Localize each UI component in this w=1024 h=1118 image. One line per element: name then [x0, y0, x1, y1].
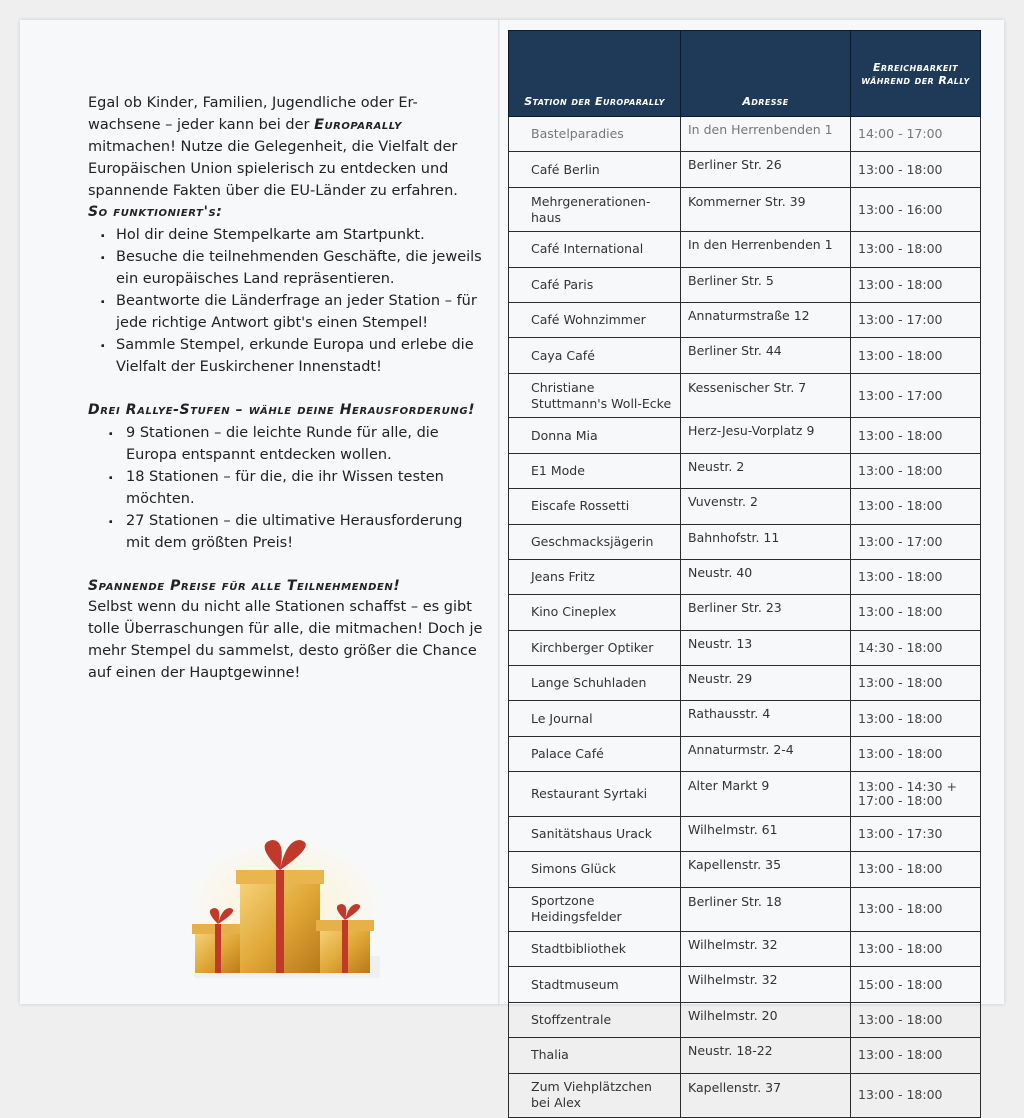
table-row: [509, 852, 981, 887]
levels-list: [88, 422, 488, 554]
cell-station: Sanitätshaus Urack: [509, 816, 681, 851]
cell-address: Berliner Str. 5: [681, 267, 851, 302]
table-row: [509, 303, 981, 338]
table-row: [509, 1002, 981, 1037]
table-row: [509, 630, 981, 665]
cell-hours: 13:00 - 18:00: [851, 1002, 981, 1037]
cell-hours: 13:00 - 18:00: [851, 666, 981, 701]
cell-station: Caya Café: [509, 338, 681, 373]
cell-station: Eiscafe Rossetti: [509, 489, 681, 524]
cell-address: Wilhelmstr. 32: [681, 967, 851, 1002]
cell-address: Wilhelmstr. 32: [681, 932, 851, 967]
cell-station: Palace Café: [509, 736, 681, 771]
table-row: [509, 932, 981, 967]
list-item: . Hol dir deine Stempelkarte am Startpunkt.: [88, 224, 488, 246]
cell-station: Kirchberger Optiker: [509, 630, 681, 665]
gift-boxes-image: [180, 836, 390, 986]
table-row: [509, 373, 981, 418]
table-row: [509, 816, 981, 851]
table-row: [509, 967, 981, 1002]
table-row: [509, 736, 981, 771]
cell-hours: 13:00 - 18:00: [851, 595, 981, 630]
table-row: [509, 152, 981, 187]
cell-hours: 14:30 - 18:00: [851, 630, 981, 665]
cell-address: Herz-Jesu-Vorplatz 9: [681, 418, 851, 453]
stations-table-body: [509, 117, 981, 1118]
cell-hours: 13:00 - 17:00: [851, 373, 981, 418]
intro-paragraph: [88, 92, 488, 202]
cell-station: Donna Mia: [509, 418, 681, 453]
cell-address: Berliner Str. 44: [681, 338, 851, 373]
cell-station: Kino Cineplex: [509, 595, 681, 630]
cell-address: Kapellenstr. 35: [681, 852, 851, 887]
cell-hours: 13:00 - 17:30: [851, 816, 981, 851]
table-row: [509, 887, 981, 932]
table-row: [509, 524, 981, 559]
cell-address: Neustr. 40: [681, 559, 851, 594]
cell-hours: 13:00 - 18:00: [851, 932, 981, 967]
table-row: [509, 1038, 981, 1073]
table-row: [509, 338, 981, 373]
cell-address: Kapellenstr. 37: [681, 1073, 851, 1118]
table-row: [509, 418, 981, 453]
cell-hours: 13:00 - 18:00: [851, 1073, 981, 1118]
cell-address: Kommerner Str. 39: [681, 187, 851, 232]
cell-address: Berliner Str. 18: [681, 887, 851, 932]
table-header-row: [509, 31, 981, 117]
table-row: [509, 701, 981, 736]
cell-address: Wilhelmstr. 61: [681, 816, 851, 851]
how-it-works-section: [88, 202, 488, 378]
table-row: [509, 559, 981, 594]
list-item: . Besuche die teilnehmenden Geschäfte, die jeweils ein europäisches Land repräsentieren.: [88, 246, 488, 290]
cell-hours: 13:00 - 18:00: [851, 701, 981, 736]
cell-station: Café Paris: [509, 267, 681, 302]
cell-address: Berliner Str. 26: [681, 152, 851, 187]
cell-station: Geschmacksjägerin: [509, 524, 681, 559]
intro-text: Egal ob Kinder, Familien, Jugendliche oder Er-wachsene – jeder kann bei der: [88, 95, 418, 133]
cell-address: Wilhelmstr. 20: [681, 1002, 851, 1037]
header-hours: Erreichbarkeit während der Rally: [851, 31, 981, 117]
cell-hours: 15:00 - 18:00: [851, 967, 981, 1002]
cell-hours: 13:00 - 18:00: [851, 232, 981, 267]
cell-station: Stadtbibliothek: [509, 932, 681, 967]
table-row: [509, 187, 981, 232]
table-row: [509, 232, 981, 267]
cell-hours: 13:00 - 17:00: [851, 303, 981, 338]
cell-hours: 13:00 - 18:00: [851, 887, 981, 932]
cell-address: Neustr. 2: [681, 453, 851, 488]
cell-address: Neustr. 18-22: [681, 1038, 851, 1073]
cell-station: Jeans Fritz: [509, 559, 681, 594]
cell-station: Zum Viehplätzchen bei Alex: [509, 1073, 681, 1118]
cell-hours: 13:00 - 18:00: [851, 559, 981, 594]
cell-hours: 13:00 - 17:00: [851, 524, 981, 559]
levels-section: [88, 400, 488, 554]
cell-hours: 13:00 - 18:00: [851, 1038, 981, 1073]
cell-address: Alter Markt 9: [681, 772, 851, 817]
stations-table: [508, 30, 981, 1118]
cell-address: Neustr. 13: [681, 630, 851, 665]
cell-address: Rathausstr. 4: [681, 701, 851, 736]
how-it-works-heading: So funktioniert's:: [88, 204, 223, 220]
cell-hours: 13:00 - 18:00: [851, 852, 981, 887]
cell-hours: 13:00 - 16:00: [851, 187, 981, 232]
list-item: . 27 Stationen – die ultimative Herausforderung mit dem größten Preis!: [88, 510, 488, 554]
cell-station: Thalia: [509, 1038, 681, 1073]
cell-station: Café Berlin: [509, 152, 681, 187]
cell-station: Bastelparadies: [509, 117, 681, 152]
table-row: [509, 267, 981, 302]
cell-station: Café International: [509, 232, 681, 267]
cell-hours: 14:00 - 17:00: [851, 117, 981, 152]
cell-hours: 13:00 - 18:00: [851, 489, 981, 524]
table-row: [509, 595, 981, 630]
table-row: [509, 117, 981, 152]
cell-hours: 13:00 - 18:00: [851, 152, 981, 187]
cell-station: Christiane Stuttmann's Woll-Ecke: [509, 373, 681, 418]
cell-hours: 13:00 - 18:00: [851, 267, 981, 302]
cell-address: Annaturmstr. 2-4: [681, 736, 851, 771]
cell-address: Neustr. 29: [681, 666, 851, 701]
brand-name: Europarally: [314, 117, 402, 133]
cell-station: Stadtmuseum: [509, 967, 681, 1002]
cell-hours: 13:00 - 18:00: [851, 338, 981, 373]
prizes-section: [88, 576, 488, 684]
prizes-heading: Spannende Preise für alle Teilnehmenden!: [88, 578, 401, 594]
cell-hours: 13:00 - 18:00: [851, 736, 981, 771]
list-item: . Sammle Stempel, erkunde Europa und erlebe die Vielfalt der Euskirchener Innenstadt!: [88, 334, 488, 378]
cell-station: Stoffzentrale: [509, 1002, 681, 1037]
header-station: Station der Europarally: [509, 31, 681, 117]
left-column: [88, 92, 488, 684]
cell-station: Lange Schuhladen: [509, 666, 681, 701]
list-item: . 18 Stationen – für die, die ihr Wissen testen möchten.: [88, 466, 488, 510]
cell-address: In den Herrenbenden 1: [681, 117, 851, 152]
cell-hours: 13:00 - 14:30 + 17:00 - 18:00: [851, 772, 981, 817]
cell-address: Bahnhofstr. 11: [681, 524, 851, 559]
cell-station: Sportzone Heidingsfelder: [509, 887, 681, 932]
cell-station: E1 Mode: [509, 453, 681, 488]
list-item: . Beantworte die Länderfrage an jeder Station – für jede richtige Antwort gibt's einen Stempel!: [88, 290, 488, 334]
table-row: [509, 666, 981, 701]
cell-station: Café Wohnzimmer: [509, 303, 681, 338]
cell-address: In den Herrenbenden 1: [681, 232, 851, 267]
cell-address: Annaturmstraße 12: [681, 303, 851, 338]
table-row: [509, 453, 981, 488]
cell-address: Kessenischer Str. 7: [681, 373, 851, 418]
table-row: [509, 489, 981, 524]
cell-station: Mehrgenerationen-haus: [509, 187, 681, 232]
page-fold: [498, 20, 500, 1004]
how-it-works-list: [88, 224, 488, 378]
cell-station: Simons Glück: [509, 852, 681, 887]
cell-station: Le Journal: [509, 701, 681, 736]
cell-address: Berliner Str. 23: [681, 595, 851, 630]
levels-heading: Drei Rallye-Stufen – wähle deine Herausforderung!: [88, 402, 476, 418]
cell-hours: 13:00 - 18:00: [851, 453, 981, 488]
cell-station: Restaurant Syrtaki: [509, 772, 681, 817]
prizes-text: Selbst wenn du nicht alle Stationen schaffst – es gibt tolle Überraschungen für alle, die mitmachen! Doch je mehr Stempel du sammelst, desto größer die Chance auf einen der Hauptgewinne!: [88, 599, 483, 681]
cell-address: Vuvenstr. 2: [681, 489, 851, 524]
cell-hours: 13:00 - 18:00: [851, 418, 981, 453]
intro-text-end: mitmachen! Nutze die Gelegenheit, die Vielfalt der Europäischen Union spielerisch zu entdecken und spannende Fakten über die EU-Länder zu erfahren.: [88, 139, 458, 199]
list-item: . 9 Stationen – die leichte Runde für alle, die Europa entspannt entdecken wollen.: [88, 422, 488, 466]
table-row: [509, 772, 981, 817]
table-row: [509, 1073, 981, 1118]
header-address: Adresse: [681, 31, 851, 117]
stations-table-container: [508, 30, 980, 1118]
